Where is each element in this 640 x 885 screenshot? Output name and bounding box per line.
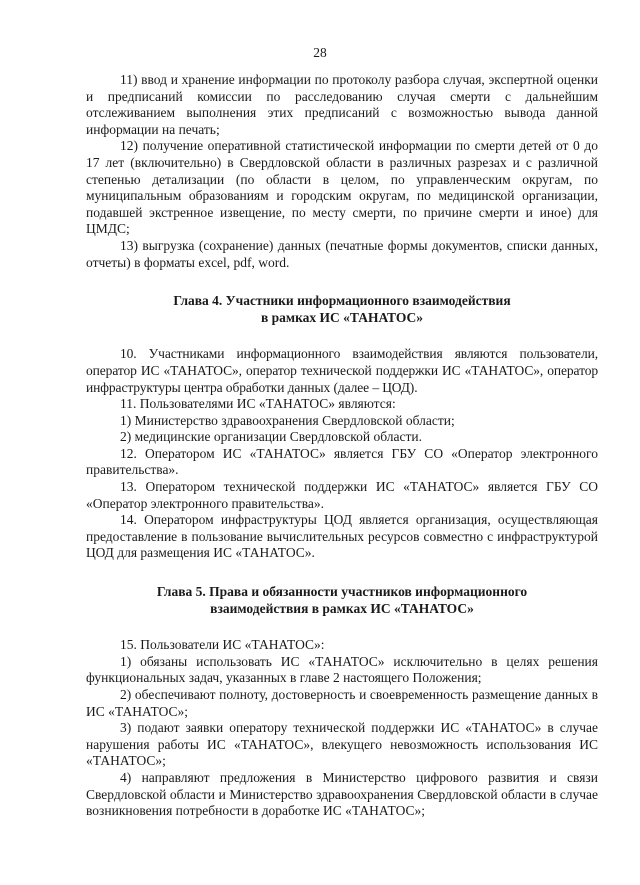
chapter-5-title-line-1: Глава 5. Права и обязанности участников информационного	[156, 584, 528, 600]
paragraph-15: 15. Пользователи ИС «ТАНАТОС»:	[120, 637, 325, 653]
list-item-12: 12) получение оперативной статистической информации по смерти детей от 0 до 17 лет (включительно) в Свердловской области в различных разрезах и с различной степенью детализации (по области в целом, по управленческим округам, по муниципальным образованиям и городским округам, по медицинской организации, подавшей экстренное извещение, по месту смерти, по причине смерти и иное) для ЦМДС;	[86, 138, 598, 237]
paragraph-12: 12. Оператором ИС «ТАНАТОС» является ГБУ СО «Оператор электронного правительства».	[86, 445, 598, 478]
paragraph-15-item-3: 3) подают заявки оператору технической поддержки ИС «ТАНАТОС» в случае нарушения работы ИС «ТАНАТОС», влекущего невозможность использования ИС «ТАНАТОС»;	[86, 720, 598, 769]
paragraph-11: 11. Пользователями ИС «ТАНАТОС» являются:	[120, 396, 396, 412]
chapter-5-title-line-2: взаимодействия в рамках ИС «ТАНАТОС»	[210, 600, 474, 616]
paragraph-11-item-1: 1) Министерство здравоохранения Свердловской области;	[120, 412, 455, 428]
chapter-4-title-line-1: Глава 4. Участники информационного взаимодействия	[173, 293, 511, 309]
chapter-4-title-line-2: в рамках ИС «ТАНАТОС»	[260, 309, 424, 325]
paragraph-15-item-4: 4) направляют предложения в Министерство цифрового развития и связи Свердловской области и Министерство здравоохранения Свердловской области в случае возникновения потребности в доработке ИС «ТАНАТОС»;	[86, 769, 598, 819]
list-item-13: 13) выгрузка (сохранение) данных (печатные формы документов, списки данных, отчеты) в форматы excel, pdf, word.	[86, 237, 598, 270]
page-number: 28	[313, 45, 327, 60]
paragraph-15-item-1: 1) обязаны использовать ИС «ТАНАТОС» исключительно в целях решения функциональных задач, указанных в главе 2 настоящего Положения;	[86, 653, 598, 686]
paragraph-11-item-2: 2) медицинские организации Свердловской области.	[120, 429, 422, 445]
paragraph-15-item-2: 2) обеспечивают полноту, достоверность и своевременность размещение данных в ИС «ТАНАТОС»;	[86, 687, 598, 719]
list-item-11: 11) ввод и хранение информации по протоколу разбора случая, экспертной оценки и предписаний комиссии по расследованию случая смерти с дальнейшим отслеживанием выполнения этих предписаний с возможностью вывода данной информации на печать;	[86, 72, 598, 137]
paragraph-13: 13. Оператором технической поддержки ИС «ТАНАТОС» является ГБУ СО «Оператор электронного правительства».	[86, 479, 598, 511]
paragraph-14: 14. Оператором инфраструктуры ЦОД является организация, осуществляющая предоставление в пользование вычислительных ресурсов совместно с инфраструктурой ЦОД для размещения ИС «ТАНАТОС».	[86, 512, 598, 561]
document-body	[86, 72, 598, 820]
paragraph-10: 10. Участниками информационного взаимодействия являются пользователи, оператор ИС «ТАНАТОС», оператор технической поддержки ИС «ТАНАТОС», оператор инфраструктуры центра обработки данных (далее – ЦОД).	[86, 346, 598, 395]
